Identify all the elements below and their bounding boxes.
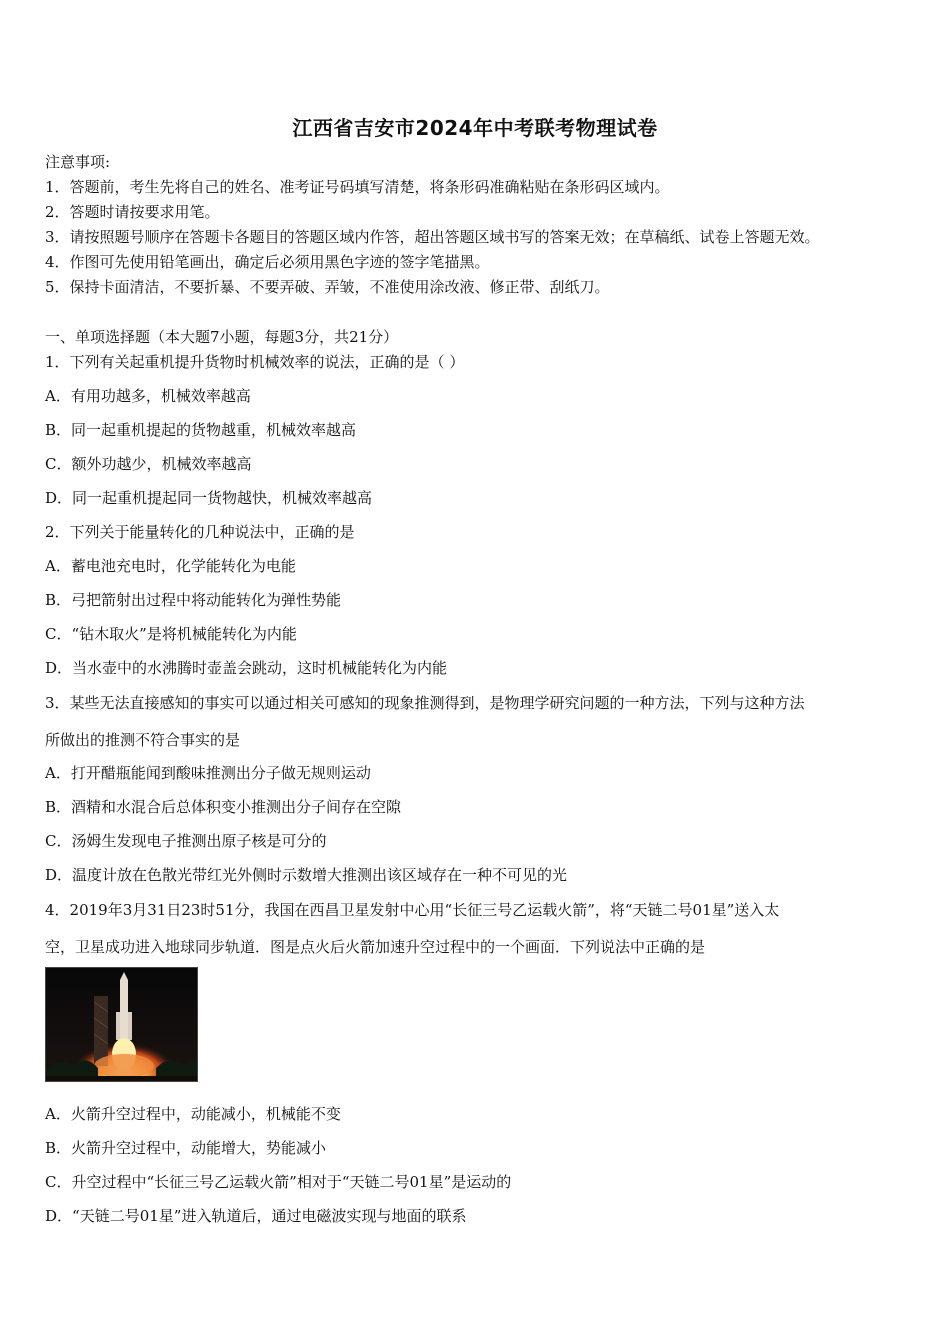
question-3-option-b: B．酒精和水混合后总体积变小推测出分子间存在空隙 (45, 798, 402, 816)
notice-item-2: 2．答题时请按要求用笔。 (45, 203, 220, 221)
question-1-option-c: C．额外功越少，机械效率越高 (45, 455, 252, 473)
question-2-option-d: D．当水壶中的水沸腾时壶盖会跳动，这时机械能转化为内能 (45, 659, 448, 677)
question-3-option-c: C．汤姆生发现电子推测出原子核是可分的 (45, 832, 327, 850)
question-1-stem: 1．下列有关起重机提升货物时机械效率的说法，正确的是（ ） (45, 353, 465, 371)
question-4-option-a: A．火箭升空过程中，动能减小，机械能不变 (45, 1105, 341, 1123)
rocket-launch-photo (45, 967, 198, 1082)
notice-heading: 注意事项: (45, 153, 111, 171)
question-3-option-a: A．打开醋瓶能闻到酸味推测出分子做无规则运动 (45, 764, 371, 782)
question-3-stem-line-2: 所做出的推测不符合事实的是 (45, 731, 241, 749)
question-2-option-a: A．蓄电池充电时，化学能转化为电能 (45, 557, 296, 575)
question-4-option-c: C．升空过程中“长征三号乙运载火箭”相对于“天链二号01星”是运动的 (45, 1173, 512, 1191)
question-1-option-d: D．同一起重机提起同一货物越快，机械效率越高 (45, 489, 373, 507)
section-heading: 一、单项选择题（本大题7小题，每题3分，共21分） (45, 328, 399, 346)
question-1-option-a: A．有用功越多，机械效率越高 (45, 387, 251, 405)
question-1-option-b: B．同一起重机提起的货物越重，机械效率越高 (45, 421, 357, 439)
question-2-stem: 2．下列关于能量转化的几种说法中，正确的是 (45, 523, 355, 541)
question-4-stem-line-2: 空，卫星成功进入地球同步轨道．图是点火后火箭加速升空过程中的一个画面．下列说法中正确的是 (45, 938, 706, 956)
notice-item-3: 3．请按照题号顺序在答题卡各题目的答题区域内作答，超出答题区域书写的答案无效；在草稿纸、试卷上答题无效。 (45, 228, 820, 246)
notice-item-1: 1．答题前，考生先将自己的姓名、准考证号码填写清楚，将条形码准确粘贴在条形码区域内。 (45, 178, 670, 196)
question-4-option-b: B．火箭升空过程中，动能增大，势能减小 (45, 1139, 327, 1157)
notice-item-4: 4．作图可先使用铅笔画出，确定后必须用黑色字迹的签字笔描黑。 (45, 253, 490, 271)
question-2-option-c: C．“钻木取火”是将机械能转化为内能 (45, 625, 297, 643)
question-4-option-d: D．“天链二号01星”进入轨道后，通过电磁波实现与地面的联系 (45, 1207, 467, 1225)
question-4-stem-line-1: 4．2019年3月31日23时51分，我国在西昌卫星发射中心用“长征三号乙运载火箭”，将“天链二号01星”送入太 (45, 901, 780, 919)
rocket-launch-image (46, 968, 198, 1082)
notice-item-5: 5．保持卡面清洁，不要折暴、不要弄破、弄皱，不准使用涂改液、修正带、刮纸刀。 (45, 278, 610, 296)
question-2-option-b: B．弓把箭射出过程中将动能转化为弹性势能 (45, 591, 342, 609)
question-3-option-d: D．温度计放在色散光带红光外侧时示数增大推测出该区域存在一种不可见的光 (45, 866, 568, 884)
question-3-stem-line-1: 3．某些无法直接感知的事实可以通过相关可感知的现象推测得到，是物理学研究问题的一种方法，下列与这种方法 (45, 694, 805, 712)
exam-title: 江西省吉安市2024年中考联考物理试卷 (292, 116, 658, 140)
